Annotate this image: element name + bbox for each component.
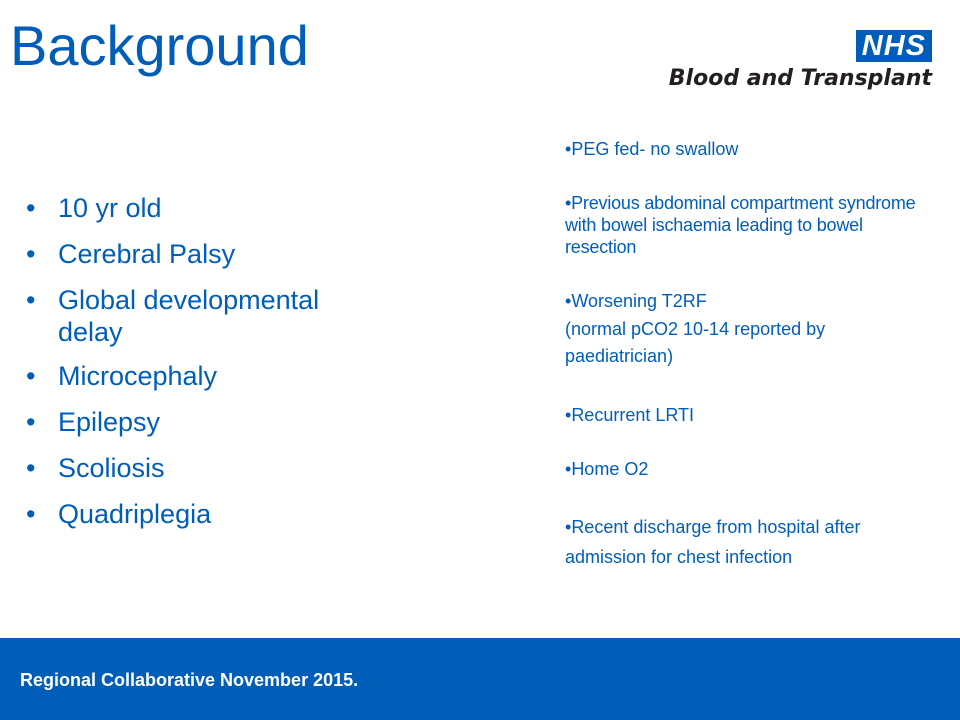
bullet-item: • Epilepsy [20,406,390,438]
bullet-item: • Worsening T2RF [565,290,935,312]
bullet-item: • PEG fed- no swallow [565,138,935,160]
slide-title: Background [10,14,309,77]
bullet-item: • Home O2 [565,458,935,480]
right-bullet-list [565,138,935,572]
bullet-subtext [565,316,935,370]
left-bullet-list [20,192,390,544]
bullet-item: • Cerebral Palsy [20,238,390,270]
footer-bar [0,638,960,720]
nhs-logo [655,30,935,100]
bullet-item: • 10 yr old [20,192,390,224]
bullet-item: • Microcephaly [20,360,390,392]
bullet-item: • Recent discharge from hospital after admission for chest infection [565,512,935,572]
bullet-item: • Previous abdominal compartment syndrome with bowel ischaemia leading to bowel resection [565,192,935,258]
bullet-item: • Scoliosis [20,452,390,484]
bullet-item: • Quadriplegia [20,498,390,530]
subtext-content: (normal pCO2 10-14 reported by paediatrician) [565,319,826,366]
bullet-item: • Recurrent LRTI [565,404,935,426]
bullet-item: • Global developmental delay [20,284,390,348]
nhs-badge: NHS [856,30,932,62]
footer-text: Regional Collaborative November 2015. [20,670,359,690]
logo-org-name: Blood and Transplant [668,66,932,91]
